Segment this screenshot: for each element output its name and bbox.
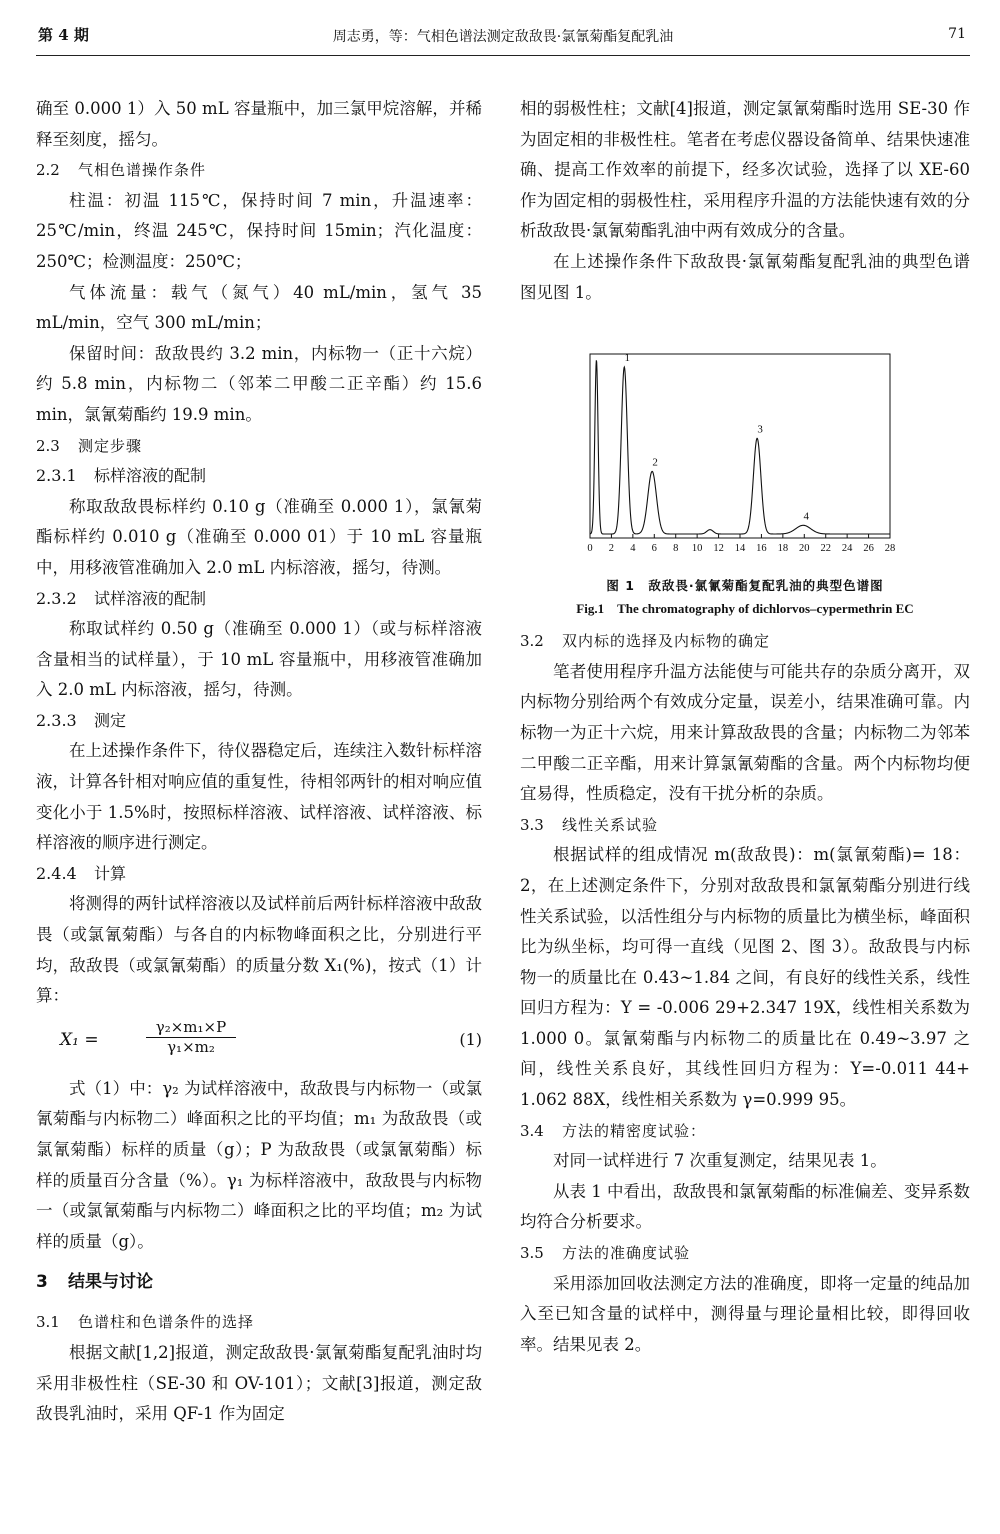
section-heading-2-2: 2.2 气相色谱操作条件	[36, 161, 207, 180]
section-heading-3-3: 3.3 线性关系试验	[520, 815, 659, 834]
paragraph: 称取敌敌畏标样约 0.10 g（准确至 0.000 1），氯氰菊酯标样约 0.010 g（准确至 0.000 01）于 10 mL 容量瓶中，用移液管准确加入 2.0 mL 内标溶液，摇匀，待测。	[36, 496, 482, 577]
section-heading-3-5: 3.5 方法的准确度试验	[520, 1244, 691, 1263]
paragraph: 确至 0.000 1）入 50 mL 容量瓶中，加三氯甲烷溶解，并稀释至刻度，摇匀。	[36, 99, 482, 149]
equation-number: (1)	[459, 1029, 482, 1049]
issue-number: 第 4 期	[38, 26, 89, 44]
section-heading-3: 3 结果与讨论	[36, 1272, 153, 1293]
x-tick-label: 26	[863, 543, 874, 555]
right-column	[520, 94, 970, 1360]
paragraph: 根据试样的组成情况 m(敌敌畏)：m(氯氰菊酯)= 18：2，在上述测定条件下，分别对敌敌畏和氯氰菊酯分别进行线性关系试验，以活性组分与内标物的质量比为横坐标，峰面积比为纵坐标，均可得一直线（见图 2、图 3）。敌敌畏与内标物一的质量比在 0.43~1.84 之间，有良好的线性关系，线性回归方程为：Y = -0.006 29+2.347 19X，线性相关系数为 1.000 0。氯氰菊酯与内标物二的质量比在 0.49~3.97 之间，线性关系良好，其线性回归方程为：Y=-0.011 44+ 1.062 88X，线性相关系数为 γ=0.999 95。	[520, 845, 970, 1110]
x-tick-label: 6	[651, 543, 657, 555]
x-tick-label: 0	[587, 543, 593, 555]
paragraph: 保留时间：敌敌畏约 3.2 min，内标物一（正十六烷）约 5.8 min，内标物二（邻苯二甲酸二正辛酯）约 15.6 min，氯氰菊酯约 19.9 min。	[36, 343, 482, 424]
chromatogram-chart	[584, 348, 904, 564]
plot-frame	[590, 354, 890, 538]
x-tick-label: 24	[841, 543, 853, 555]
x-tick-label: 28	[884, 543, 896, 555]
x-tick-label: 8	[673, 543, 679, 555]
equation-fraction	[146, 1018, 236, 1056]
equation-lhs: X₁ =	[60, 1029, 99, 1050]
x-tick-label: 14	[734, 543, 746, 555]
paragraph: 在上述操作条件下，待仪器稳定后，连续注入数针标样溶液，计算各针相对响应值的重复性，待相邻两针的相对响应值变化小于 1.5%时，按照标样溶液、试样溶液、试样溶液、标样溶液的顺序进行测定。	[36, 741, 482, 853]
running-title: 周志勇，等：气相色谱法测定敌敌畏·氯氰菊酯复配乳油	[332, 29, 674, 45]
figure-caption-en: Fig.1 The chromatography of dichlorvos–cypermethrin EC	[576, 601, 914, 617]
x-tick-label: 18	[777, 543, 789, 555]
paragraph: 式（1）中：γ₂ 为试样溶液中，敌敌畏与内标物一（或氯氰菊酯与内标物二）峰面积之比的平均值；m₁ 为敌敌畏（或氯氰菊酯）标样的质量（g）；P 为敌敌畏（或氯氰菊酯）标样的质量百分含量（%）。γ₁ 为标样溶液中，敌敌畏与内标物一（或氯氰菊酯与内标物二）峰面积之比的平均值；m₂ 为试样的质量（g）。	[36, 1078, 482, 1251]
paragraph: 称取试样约 0.50 g（准确至 0.000 1）（或与标样溶液含量相当的试样量），于 10 mL 容量瓶中，用移液管准确加入 2.0 mL 内标溶液，摇匀，待测。	[36, 619, 482, 700]
left-column	[36, 94, 482, 1430]
paragraph: 气体流量：载气（氮气）40 mL/min，氢气 35 mL/min，空气 300 mL/min；	[36, 282, 482, 333]
page-number: 71	[948, 26, 966, 42]
figure-caption-cn: 图 1 敌敌畏·氯氰菊酯复配乳油的典型色谱图	[606, 578, 884, 594]
section-heading-3-1: 3.1 色谱柱和色谱条件的选择	[36, 1313, 255, 1332]
equation-1	[36, 1014, 482, 1072]
paragraph: 笔者使用程序升温方法能使与可能共存的杂质分离开，双内标物分别给两个有效成分定量，误差小，结果准确可靠。内标物一为正十六烷，用来计算敌敌畏的含量；内标物二为邻苯二甲酸二正辛酯，用来计算氯氰菊酯的含量。两个内标物均便宜易得，性质稳定，没有干扰分析的杂质。	[520, 661, 970, 804]
paragraph: 将测得的两针试样溶液以及试样前后两针标样溶液中敌敌畏（或氯氰菊酯）与各自的内标物峰面积之比，分别进行平均，敌敌畏（或氯氰菊酯）的质量分数 X₁(%)，按式（1）计算：	[36, 894, 482, 1006]
peak-label-2: 2	[652, 456, 658, 469]
section-heading-3-4: 3.4 方法的精密度试验：	[520, 1121, 707, 1140]
peak-label-3: 3	[757, 423, 763, 436]
section-heading-2-3-3: 2.3.3 测定	[36, 710, 127, 730]
x-tick-label: 10	[691, 543, 703, 555]
peak-label-1: 1	[624, 352, 631, 365]
paragraph: 从表 1 中看出，敌敌畏和氯氰菊酯的标准偏差、变异系数均符合分析要求。	[520, 1181, 970, 1232]
section-heading-2-3: 2.3 测定步骤	[36, 436, 143, 455]
x-tick-label: 16	[756, 543, 767, 555]
equation-numerator: γ₂×m₁×P	[146, 1018, 236, 1038]
x-tick-label: 4	[630, 543, 636, 555]
paragraph: 采用添加回收法测定方法的准确度，即将一定量的纯品加入至已知含量的试样中，测得量与理论量相比较，即得回收率。结果见表 2。	[520, 1273, 970, 1354]
x-tick-label: 22	[820, 543, 831, 555]
running-header	[36, 22, 970, 56]
paragraph: 根据文献[1,2]报道，测定敌敌畏·氯氰菊酯复配乳油时均采用非极性柱（SE-30 和 OV-101）；文献[3]报道，测定敌敌畏乳油时，采用 QF-1 作为固定	[36, 1342, 482, 1424]
section-heading-3-2: 3.2 双内标的选择及内标物的确定	[520, 632, 771, 651]
section-heading-2-3-2: 2.3.2 试样溶液的配制	[36, 588, 207, 608]
equation-denominator: γ₁×m₂	[167, 1037, 215, 1056]
x-tick-label: 12	[713, 543, 724, 555]
paragraph: 在上述操作条件下敌敌畏·氯氰菊酯复配乳油的典型色谱图见图 1。	[520, 251, 970, 302]
section-heading-2-4-4: 2.4.4 计算	[36, 863, 127, 883]
peak-label-4: 4	[803, 510, 809, 523]
section-heading-2-3-1: 2.3.1 标样溶液的配制	[36, 466, 207, 486]
figure-1	[520, 348, 970, 618]
paragraph: 对同一试样进行 7 次重复测定，结果见表 1。	[553, 1151, 887, 1171]
x-tick-label: 2	[608, 543, 615, 555]
chromatogram-trace	[590, 360, 890, 534]
x-tick-label: 20	[799, 543, 810, 555]
paragraph: 柱温：初温 115℃，保持时间 7 min，升温速率：25℃/min，终温 245℃，保持时间 15min；汽化温度：250℃；检测温度：250℃；	[36, 190, 482, 271]
paragraph: 相的弱极性柱；文献[4]报道，测定氯氰菊酯时选用 SE-30 作为固定相的非极性柱。笔者在考虑仪器设备简单、结果快速准确、提高工作效率的前提下，经多次试验，选择了以 XE-60 作为固定相的弱极性柱，采用程序升温的方法能快速有效的分析敌敌畏·氯氰菊酯乳油中两有效成分的含量。	[520, 99, 970, 241]
